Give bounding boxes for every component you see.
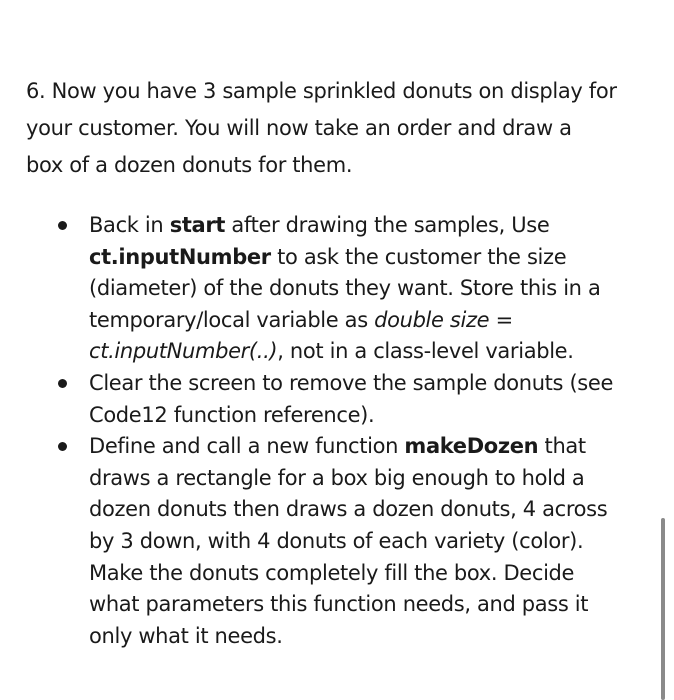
intro-line-3: box of a dozen donuts for them. xyxy=(26,153,353,177)
intro-line-1: 6. Now you have 3 sample sprinkled donuts on display for xyxy=(26,79,617,103)
italic-code-size: double size = xyxy=(374,307,513,332)
text: Clear the screen to remove the sample donuts (see xyxy=(89,370,614,395)
intro-line-2: your customer. You will now take an order and draw a xyxy=(26,116,572,140)
text: to ask the customer the size xyxy=(270,244,567,269)
text: (diameter) of the donuts they want. Store this in a xyxy=(89,276,601,301)
italic-code-input-number: ct.inputNumber(..) xyxy=(89,339,278,364)
text: Make the donuts completely fill the box. Decide xyxy=(89,560,575,585)
vertical-scrollbar[interactable] xyxy=(661,518,665,700)
instruction-list xyxy=(58,210,648,652)
bold-keyword-make-dozen: makeDozen xyxy=(404,434,539,459)
list-item-start xyxy=(58,210,648,368)
list-item-clear xyxy=(58,368,648,431)
text: that xyxy=(538,434,586,459)
bold-keyword-start: start xyxy=(169,213,226,237)
bullet-dot-icon xyxy=(58,379,67,388)
text: temporary/local variable as xyxy=(89,307,375,332)
bold-keyword-input-number: ct.inputNumber xyxy=(89,244,271,269)
text: dozen donuts then draws a dozen donuts, 4 across xyxy=(89,497,608,522)
text: Code12 function reference). xyxy=(89,402,375,427)
text: Back in xyxy=(89,213,170,237)
bullet-dot-icon xyxy=(58,442,67,451)
text: after drawing the samples, Use xyxy=(225,213,550,237)
text: what parameters this function needs, and pass it xyxy=(89,592,589,617)
list-item-make-dozen xyxy=(58,431,648,652)
text: only what it needs. xyxy=(89,623,283,648)
text: draws a rectangle for a box big enough to hold a xyxy=(89,465,585,490)
bullet-dot-icon xyxy=(58,221,67,230)
text: Define and call a new function xyxy=(89,434,405,459)
intro-paragraph xyxy=(26,73,666,184)
text: by 3 down, with 4 donuts of each variety (color). xyxy=(89,528,584,553)
text: , not in a class-level variable. xyxy=(277,339,574,364)
